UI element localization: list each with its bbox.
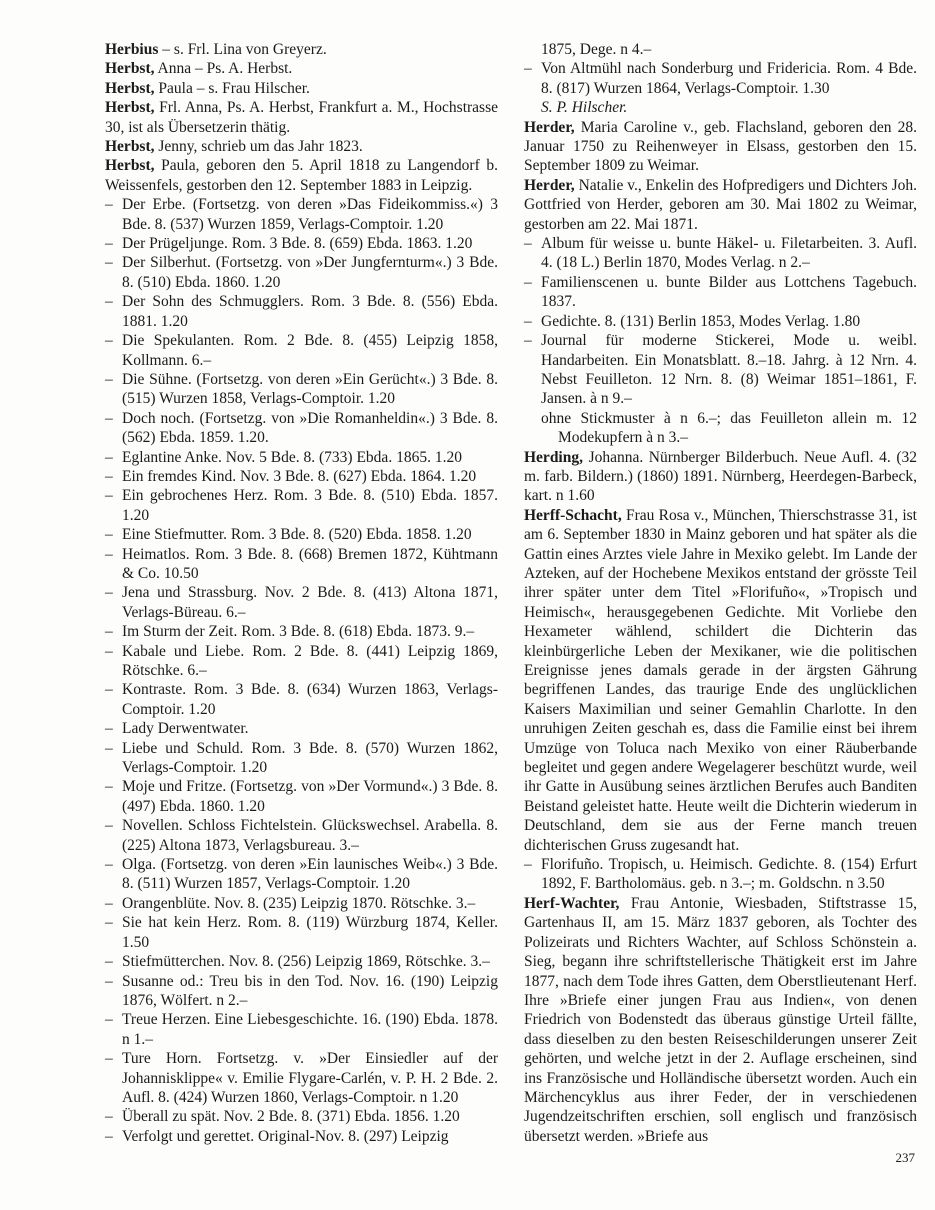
work-list-item: – Überall zu spät. Nov. 2 Bde. 8. (371) Ebda. 1856. 1.20 [105, 1108, 460, 1126]
work-list-item: – Der Silberhut. (Fortsetzg. von »Der Jungfernturm«.) 3 Bde. 8. (510) Ebda. 1860. 1.20 [105, 254, 498, 291]
work-list-item: – Der Erbe. (Fortsetzg. von deren »Das Fideikommiss.«) 3 Bde. 8. (537) Wurzen 1859, Verlags-Comptoir. 1.20 [105, 196, 498, 233]
work-list-item: – Eine Stiefmutter. Rom. 3 Bde. 8. (520) Ebda. 1858. 1.20 [105, 526, 472, 544]
work-list-item: – Sie hat kein Herz. Rom. 8. (119) Würzburg 1874, Keller. 1.50 [105, 914, 498, 951]
work-list-item: – Doch noch. (Fortsetzg. von »Die Romanheldin«.) 3 Bde. 8. (562) Ebda. 1859. 1.20. [105, 409, 498, 447]
list-dash-marker: – [105, 778, 113, 796]
list-dash-marker: – [105, 623, 113, 641]
list-dash-marker: – [105, 720, 113, 738]
page-number: 237 [895, 1150, 915, 1165]
entry-headword: Herbst, [105, 79, 155, 97]
list-dash-marker: – [105, 293, 113, 311]
work-list-item: – Liebe und Schuld. Rom. 3 Bde. 8. (570) Wurzen 1862, Verlags-Comptoir. 1.20 [105, 739, 498, 777]
work-list-item: – Florifuño. Tropisch, u. Heimisch. Gedichte. 8. (154) Erfurt 1892, F. Bartholomäus. geb. n 3.–; m. Goldschn. n 3.50 [524, 856, 917, 893]
work-list-item: – Ein fremdes Kind. Nov. 3 Bde. 8. (627) Ebda. 1864. 1.20 [105, 467, 477, 485]
left-column [105, 40, 498, 1146]
work-list-item: – Stiefmütterchen. Nov. 8. (256) Leipzig 1869, Rötschke. 3.– [105, 953, 490, 971]
list-dash-marker: – [105, 409, 113, 427]
work-list-item: – Der Sohn des Schmugglers. Rom. 3 Bde. 8. (556) Ebda. 1881. 1.20 [105, 293, 498, 330]
work-list-item: – Die Sühne. (Fortsetzg. von deren »Ein Gerücht«.) 3 Bde. 8. (515) Wurzen 1858, Verlags-Comptoir. 1.20 [105, 370, 498, 408]
entry-paragraph: Herding, Johanna. Nürnberger Bilderbuch. Neue Aufl. 4. (32 m. farb. Bildern.) (1860) 1891. Nürnberg, Heerdegen-Barbeck, kart. n 1.60 [524, 448, 917, 505]
entry-headword: Herding, [524, 448, 583, 466]
work-list-item: – Kontraste. Rom. 3 Bde. 8. (634) Wurzen 1863, Verlags-Comptoir. 1.20 [105, 681, 498, 718]
list-dash-marker: – [105, 448, 113, 466]
continuation-text: ohne Stickmuster à n 6.–; das Feuilleton allein m. 12 Modekupfern à n 3.– [541, 409, 917, 447]
entry-headword: Herder, [524, 176, 575, 194]
list-dash-marker: – [105, 1011, 113, 1029]
entry-headword: Herbius [105, 41, 159, 58]
work-list-item: – Ein gebrochenes Herz. Rom. 3 Bde. 8. (510) Ebda. 1857. 1.20 [105, 487, 498, 524]
list-dash-marker: – [105, 487, 113, 505]
entry-paragraph: Herder, Natalie v., Enkelin des Hofpredigers und Dichters Joh. Gottfried von Herder, geboren am 30. Mai 1802 zu Weimar, gestorben am 22. Mai 1871. [524, 176, 917, 233]
list-dash-marker: – [105, 467, 113, 485]
list-dash-marker: – [105, 332, 113, 350]
work-list-item: – Von Altmühl nach Sonderburg und Fridericia. Rom. 4 Bde. 8. (817) Wurzen 1864, Verlags-Comptoir. 1.30 [524, 60, 917, 97]
list-dash-marker: – [105, 235, 113, 253]
list-dash-marker: – [105, 254, 113, 272]
list-dash-marker: – [105, 370, 113, 388]
entry-headword: Herder, [524, 118, 575, 136]
work-list-item: – Susanne od.: Treu bis in den Tod. Nov. 16. (190) Leipzig 1876, Wölfert. n 2.– [105, 972, 498, 1009]
work-list-item: – Orangenblüte. Nov. 8. (235) Leipzig 1870. Rötschke. 3.– [105, 894, 476, 912]
work-list-item: – Gedichte. 8. (131) Berlin 1853, Modes Verlag. 1.80 [524, 312, 861, 330]
list-dash-marker: – [105, 1127, 113, 1145]
entry-headword: Herbst, [105, 99, 155, 117]
list-dash-marker: – [105, 584, 113, 602]
entry-headword: Herff-Schacht, [524, 506, 622, 524]
text-columns [105, 40, 917, 1146]
attribution-line: S. P. Hilscher. [541, 99, 628, 117]
list-dash-marker: – [105, 526, 113, 544]
work-list-item: – Ture Horn. Fortsetzg. v. »Der Einsiedler auf der Johannisklippe« v. Emilie Flygare-Carlén, v. P. H. 2 Bde. 2. Aufl. 8. (424) Wurzen 1860, Verlags-Comptoir. n 1.20 [105, 1050, 498, 1106]
list-dash-marker: – [105, 817, 113, 835]
list-dash-marker: – [524, 235, 532, 253]
list-dash-marker: – [105, 196, 113, 214]
entry-headword: Herf-Wachter, [524, 894, 620, 912]
work-list-item: – Verfolgt und gerettet. Original-Nov. 8. (297) Leipzig [105, 1127, 449, 1145]
list-dash-marker: – [105, 1050, 113, 1068]
list-dash-marker: – [524, 60, 532, 78]
work-list-item: – Jena und Strassburg. Nov. 2 Bde. 8. (413) Altona 1871, Verlags-Büreau. 6.– [105, 584, 498, 621]
list-dash-marker: – [524, 273, 532, 291]
work-list-item: – Moje und Fritze. (Fortsetzg. von »Der Vormund«.) 3 Bde. 8. (497) Ebda. 1860. 1.20 [105, 778, 498, 815]
entry-paragraph: Herf-Wachter, Frau Antonie, Wiesbaden, Stiftstrasse 15, Gartenhaus II, am 15. März 1837 geboren, als Tochter des Polizeirats und Richters Wachter, auf Schloss Schönstein a. Sieg, begann ihre schriftstellerische Thätigkeit erst im Jahre 1877, nach dem Tode ihres Gatten, dem Oberstlieutenant Herf. Ihre »Briefe einer jungen Frau aus Indien«, von denen Friedrich von Bodenstedt das überaus günstige Urteil fällte, dass dieselben zu den besten Reiseschilderungen unserer Zeit gehörten, und welche jetzt in der 2. Auflage erscheinen, sind ins Französische und Holländische übersetzt worden. Auch ein Märchencyklus aus ihrer Feder, der in verschiedenen Jugendzeitschriften erschien, soll englisch und französisch übersetzt werden. »Briefe aus [524, 894, 917, 1145]
entry-paragraph: Herff-Schacht, Frau Rosa v., München, Thierschstrasse 31, ist am 6. September 1830 in Mainz geboren und hat später als die Gattin eines Arztes viele Jahre in Mexiko gelebt. Im Lande der Azteken, auf der Hochebene Mexikos entstand der grösste Teil ihrer später unter dem Titel »Florifuño«, »Tropisch und Heimisch«, herausgegebenen Gedichte. Mit Vorliebe den Hexameter wählend, schildert die Dichterin das kleinbürgerliche Leben der Mexikaner, wie die politischen Ereignisse jenes damals gerade in der ärgsten Gährung begriffenen Landes, das traurige Ende des unglücklichen Kaisers Maximilian und seiner Gemahlin Charlotte. In den unruhigen Zeiten geschah es, dass die Familie einst bei ihrem Umzüge von Toluca nach Mexiko von einer Räuberbande begleitet und gegen andere Wegelagerer beschützt wurde, weil ihr Gatte in Ausübung seines ärztlichen Berufes auch Banditen Beistand geleistet hatte. Heute weilt die Dichterin wiederum in Deutschland, dem sie aus der Ferne manch treuen dichterischen Gruss zugesandt hat. [524, 506, 917, 854]
continuation-text: 1875, Dege. n 4.– [541, 41, 652, 58]
list-dash-marker: – [105, 856, 113, 874]
entry-paragraph: Herder, Maria Caroline v., geb. Flachsland, geboren den 28. Januar 1750 zu Reihenweyer in Elsass, gestorben den 15. September 1809 zu Weimar. [524, 118, 917, 175]
work-list-item: – Eglantine Anke. Nov. 5 Bde. 8. (733) Ebda. 1865. 1.20 [105, 448, 462, 466]
work-list-item: – Olga. (Fortsetzg. von deren »Ein launisches Weib«.) 3 Bde. 8. (511) Wurzen 1857, Verlags-Comptoir. 1.20 [105, 856, 498, 893]
work-list-item: – Im Sturm der Zeit. Rom. 3 Bde. 8. (618) Ebda. 1873. 9.– [105, 623, 475, 641]
work-list-item: – Die Spekulanten. Rom. 2 Bde. 8. (455) Leipzig 1858, Kollmann. 6.– [105, 332, 498, 369]
entry-paragraph: Herbst, Anna – Ps. A. Herbst. [105, 60, 293, 78]
work-list-item: – Journal für moderne Stickerei, Mode u. weibl. Handarbeiten. Ein Monatsblatt. 8.–18. Jahrg. à 12 Nrn. 4. Nebst Feuilleton. 12 Nrn. 8. (8) Weimar 1851–1861, F. Jansen. à n 9.– [524, 332, 917, 408]
work-list-item: – Lady Derwentwater. [105, 720, 249, 738]
list-dash-marker: – [105, 681, 113, 699]
entry-paragraph: Herbst, Frl. Anna, Ps. A. Herbst, Frankfurt a. M., Hochstrasse 30, ist als Übersetzerin thätig. [105, 99, 498, 136]
entry-paragraph: Herbst, Paula, geboren den 5. April 1818 zu Langendorf b. Weissenfels, gestorben den 12. September 1883 in Leipzig. [105, 157, 498, 194]
work-list-item: – Heimatlos. Rom. 3 Bde. 8. (668) Bremen 1872, Kühtmann & Co. 10.50 [105, 545, 498, 582]
list-dash-marker: – [524, 856, 532, 874]
entry-headword: Herbst, [105, 138, 155, 156]
entry-headword: Herbst, [105, 60, 155, 78]
list-dash-marker: – [105, 545, 113, 563]
list-dash-marker: – [524, 312, 532, 330]
list-dash-marker: – [105, 642, 113, 660]
work-list-item: – Treue Herzen. Eine Liebesgeschichte. 16. (190) Ebda. 1878. n 1.– [105, 1011, 498, 1048]
work-list-item: – Der Prügeljunge. Rom. 3 Bde. 8. (659) Ebda. 1863. 1.20 [105, 235, 473, 253]
entry-paragraph: Herbst, Jenny, schrieb um das Jahr 1823. [105, 138, 363, 156]
work-list-item: – Familienscenen u. bunte Bilder aus Lottchens Tagebuch. 1837. [524, 273, 917, 311]
list-dash-marker: – [105, 953, 113, 971]
work-list-item: – Album für weisse u. bunte Häkel- u. Filetarbeiten. 3. Aufl. 4. (18 L.) Berlin 1870, Modes Verlag. n 2.– [524, 235, 917, 272]
list-dash-marker: – [105, 972, 113, 990]
list-dash-marker: – [524, 332, 532, 350]
list-dash-marker: – [105, 914, 113, 932]
list-dash-marker: – [105, 739, 113, 757]
work-list-item: – Kabale und Liebe. Rom. 2 Bde. 8. (441) Leipzig 1869, Rötschke. 6.– [105, 642, 498, 679]
entry-headword: Herbst, [105, 157, 155, 175]
entry-paragraph: Herbius – s. Frl. Lina von Greyerz. [105, 41, 327, 58]
entry-paragraph: Herbst, Paula – s. Frau Hilscher. [105, 79, 310, 97]
list-dash-marker: – [105, 894, 113, 912]
right-column [524, 40, 917, 1146]
list-dash-marker: – [105, 1108, 113, 1126]
work-list-item: – Novellen. Schloss Fichtelstein. Glückswechsel. Arabella. 8. (225) Altona 1873, Verlagsbureau. 3.– [105, 817, 498, 854]
